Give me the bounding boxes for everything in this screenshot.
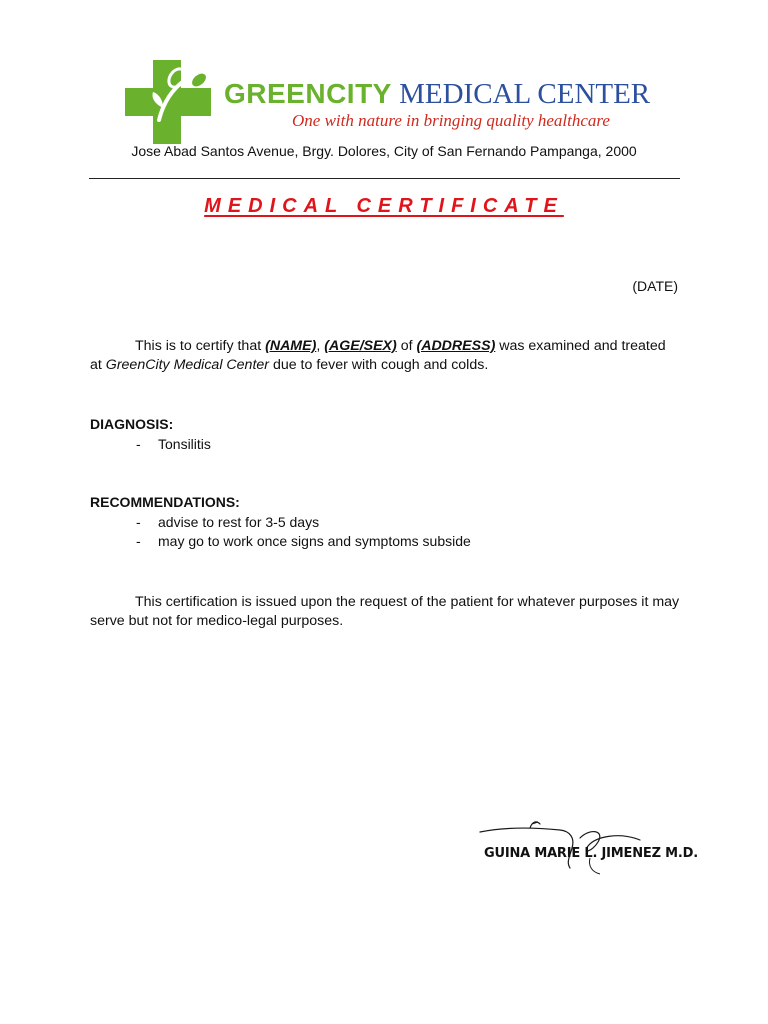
header-divider: [89, 178, 680, 179]
patient-agesex-placeholder: (AGE/SEX): [324, 338, 397, 354]
certify-sep: ,: [316, 338, 325, 354]
recommendation-item-text: may go to work once signs and symptoms subside: [158, 533, 471, 549]
doctor-name: GUINA MARIE L. JIMENEZ M.D.: [484, 846, 698, 861]
bullet-dash: -: [136, 533, 141, 549]
certify-text-3: due to fever with cough and colds.: [269, 357, 489, 373]
closing-paragraph: [90, 593, 680, 631]
diagnosis-heading: DIAGNOSIS:: [90, 416, 174, 432]
certify-text-1: This is to certify that: [135, 338, 266, 354]
patient-address-placeholder: (ADDRESS): [416, 338, 496, 354]
recommendations-heading: RECOMMENDATIONS:: [90, 494, 240, 510]
certificate-title-text: MEDICAL CERTIFICATE: [204, 195, 564, 217]
green-cross-leaf-icon: [125, 60, 211, 144]
recommendation-item-text: advise to rest for 3-5 days: [158, 514, 320, 530]
clinic-mention: GreenCity Medical Center: [105, 357, 269, 373]
patient-name-placeholder: (NAME): [265, 338, 317, 354]
clinic-name-green: GREENCITY: [224, 78, 392, 109]
certify-paragraph: [90, 337, 680, 375]
recommendation-item: [136, 514, 319, 530]
clinic-tagline: One with nature in bringing quality healthcare: [292, 111, 610, 130]
bullet-dash: -: [136, 514, 141, 530]
recommendation-item: [136, 533, 471, 549]
date-field: (DATE): [632, 278, 678, 294]
closing-text: This certification is issued upon the request of the patient for whatever purposes it may serve but not for medico-legal purposes.: [90, 594, 680, 629]
certify-of: of: [396, 338, 417, 354]
certify-text-2: was examined and treated at: [90, 338, 666, 373]
clinic-address: Jose Abad Santos Avenue, Brgy. Dolores, City of San Fernando Pampanga, 2000: [131, 143, 637, 159]
bullet-dash: -: [136, 436, 141, 452]
diagnosis-item-text: Tonsilitis: [158, 436, 211, 452]
clinic-name-blue: MEDICAL CENTER: [391, 78, 651, 110]
certificate-title: [0, 195, 768, 218]
diagnosis-item: [136, 436, 211, 452]
clinic-name: [224, 78, 650, 110]
